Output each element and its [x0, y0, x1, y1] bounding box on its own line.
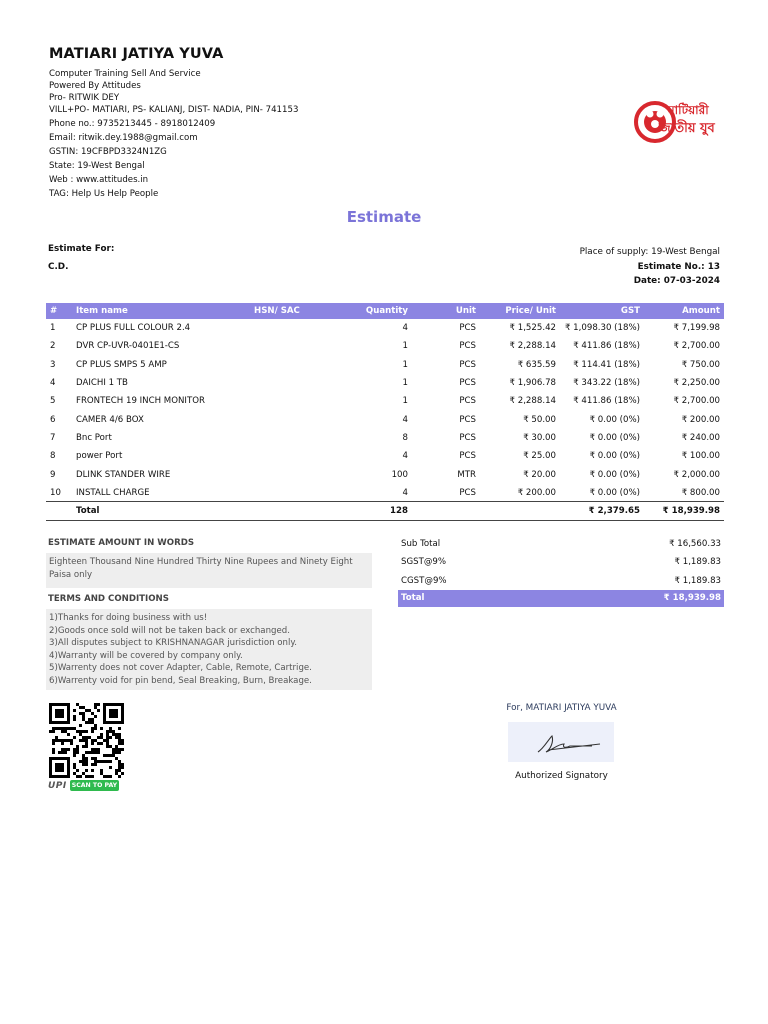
table-row [46, 356, 724, 374]
company-logo [633, 100, 729, 144]
item-amount: ₹ 7,199.98 [673, 323, 720, 334]
subtotal-row [398, 535, 724, 553]
item-amount: ₹ 2,250.00 [673, 378, 720, 389]
terms-line: 1)Thanks for doing business with us! [49, 613, 208, 623]
total-blank-hsn [250, 502, 320, 521]
company-details [49, 68, 298, 200]
total-gst: ₹ 2,379.65 [560, 502, 644, 521]
table-row [46, 465, 724, 483]
item-amount: ₹ 200.00 [681, 414, 720, 425]
company-phone: Phone no.: 9735213445 - 8918012409 [49, 119, 216, 129]
upi-payment [48, 780, 119, 791]
item-quantity: 100 [391, 469, 408, 480]
item-price: ₹ 50.00 [523, 414, 556, 425]
item-price: ₹ 20.00 [523, 469, 556, 480]
document-title: Estimate [346, 208, 422, 226]
cgst-row [398, 572, 724, 590]
item-amount: ₹ 100.00 [681, 451, 720, 462]
amount-in-words-label: ESTIMATE AMOUNT IN WORDS [48, 538, 195, 548]
terms-line: 2)Goods once sold will not be taken back or exchanged. [49, 625, 290, 636]
item-price: ₹ 200.00 [517, 487, 556, 498]
item-quantity: 8 [402, 432, 408, 443]
item-gst: ₹ 411.86 (18%) [573, 396, 640, 407]
items-table [46, 303, 724, 521]
estimate-date: Date: 07-03-2024 [633, 276, 720, 286]
terms-box [46, 609, 372, 690]
item-price: ₹ 2,288.14 [509, 396, 556, 407]
estimate-number: Estimate No.: 13 [637, 261, 720, 272]
item-index: 5 [50, 396, 56, 407]
total-blank [46, 502, 72, 521]
scan-to-pay-badge: SCAN TO PAY [71, 782, 118, 789]
table-row [46, 392, 724, 410]
cgst-value: ₹ 1,189.83 [674, 575, 721, 586]
item-quantity: 4 [402, 487, 408, 498]
grand-total-row [398, 590, 724, 607]
item-name: CP PLUS FULL COLOUR 2.4 [76, 323, 191, 334]
table-row [46, 410, 724, 428]
table-row [46, 337, 724, 355]
item-unit: PCS [459, 432, 476, 443]
item-unit: PCS [459, 487, 476, 498]
signature-image [508, 722, 614, 762]
item-gst: ₹ 0.00 (0%) [589, 414, 640, 425]
item-unit: PCS [459, 378, 476, 389]
item-gst: ₹ 411.86 (18%) [573, 341, 640, 352]
item-gst: ₹ 0.00 (0%) [589, 451, 640, 462]
item-index: 8 [50, 451, 56, 462]
grand-total-value: ₹ 18,939.98 [663, 593, 721, 604]
item-index: 10 [50, 487, 61, 498]
item-price: ₹ 1,525.42 [509, 323, 556, 334]
total-amount: ₹ 18,939.98 [644, 502, 724, 521]
item-hsn [250, 356, 320, 374]
item-hsn [250, 337, 320, 355]
logo-text-top: মাটিয়ারী [668, 103, 709, 117]
subtotal-label: Sub Total [401, 539, 441, 550]
item-hsn [250, 447, 320, 465]
item-gst: ₹ 0.00 (0%) [589, 432, 640, 443]
terms-line: 3)All disputes subject to KRISHNANAGAR jurisdiction only. [49, 638, 297, 649]
item-price: ₹ 635.59 [517, 359, 556, 370]
terms-label: TERMS AND CONDITIONS [48, 594, 169, 604]
item-price: ₹ 1,906.78 [509, 378, 556, 389]
sgst-value: ₹ 1,189.83 [674, 557, 721, 568]
item-hsn [250, 465, 320, 483]
item-gst: ₹ 0.00 (0%) [589, 487, 640, 498]
amount-summary [398, 535, 724, 607]
subtotal-value: ₹ 16,560.33 [669, 539, 721, 550]
item-hsn [250, 410, 320, 428]
header-hsn: HSN/ SAC [250, 303, 320, 319]
item-gst: ₹ 0.00 (0%) [589, 469, 640, 480]
estimate-meta [580, 245, 720, 289]
company-name: MATIARI JATIYA YUVA [49, 46, 224, 62]
table-header-row [46, 303, 724, 319]
item-name: DVR CP-UVR-0401E1-CS [76, 341, 180, 352]
company-tag: TAG: Help Us Help People [49, 189, 159, 199]
grand-total-label: Total [401, 593, 425, 604]
total-blank-unit [412, 502, 480, 521]
item-price: ₹ 2,288.14 [509, 341, 556, 352]
item-index: 9 [50, 469, 56, 480]
item-index: 6 [50, 414, 56, 425]
item-unit: PCS [459, 341, 476, 352]
item-quantity: 1 [402, 396, 408, 407]
item-amount: ₹ 2,000.00 [673, 469, 720, 480]
item-quantity: 1 [402, 359, 408, 370]
header-amount: Amount [644, 303, 724, 319]
item-name: FRONTECH 19 INCH MONITOR [76, 396, 205, 407]
table-row [46, 374, 724, 392]
terms-line: 5)Warrenty does not cover Adapter, Cable, Remote, Cartrige. [49, 663, 312, 674]
terms-line: 6)Warrenty void for pin bend, Seal Breaking, Burn, Breakage. [49, 675, 312, 686]
item-unit: PCS [459, 323, 476, 334]
item-unit: MTR [457, 469, 476, 480]
item-name: CP PLUS SMPS 5 AMP [76, 359, 167, 370]
item-amount: ₹ 750.00 [681, 359, 720, 370]
item-gst: ₹ 1,098.30 (18%) [564, 323, 640, 334]
item-unit: PCS [459, 451, 476, 462]
item-name: CAMER 4/6 BOX [76, 414, 144, 425]
place-of-supply: Place of supply: 19-West Bengal [579, 247, 720, 257]
company-state: State: 19-West Bengal [49, 161, 145, 171]
total-label: Total [72, 502, 250, 521]
estimate-for-label: Estimate For: [48, 244, 115, 254]
company-gstin: GSTIN: 19CFBPD3324N1ZG [49, 147, 167, 157]
company-tagline: Computer Training Sell And Service [49, 69, 201, 79]
item-unit: PCS [459, 414, 476, 425]
company-powered-by: Powered By Attitudes [49, 81, 141, 91]
header-unit: Unit [412, 303, 480, 319]
header-index: # [46, 303, 72, 319]
item-name: Bnc Port [76, 432, 112, 443]
item-name: power Port [76, 451, 123, 462]
upi-logo: UPI [48, 780, 67, 791]
item-name: INSTALL CHARGE [76, 487, 150, 498]
item-amount: ₹ 2,700.00 [673, 396, 720, 407]
item-hsn [250, 319, 320, 337]
item-name: DAICHI 1 TB [76, 378, 128, 389]
for-company: For, MATIARI JATIYA YUVA [506, 703, 617, 713]
terms-line: 4)Warranty will be covered by company only. [49, 650, 243, 661]
company-email: Email: ritwik.dey.1988@gmail.com [49, 133, 198, 143]
item-index: 4 [50, 378, 56, 389]
items-body [46, 319, 724, 502]
item-quantity: 4 [402, 414, 408, 425]
sgst-label: SGST@9% [401, 557, 447, 568]
table-total-row [46, 502, 724, 521]
item-amount: ₹ 800.00 [681, 487, 720, 498]
item-unit: PCS [459, 396, 476, 407]
header-price: Price/ Unit [480, 303, 560, 319]
total-blank-price [480, 502, 560, 521]
item-unit: PCS [459, 359, 476, 370]
company-web: Web : www.attitudes.in [49, 175, 149, 185]
item-price: ₹ 25.00 [523, 451, 556, 462]
cgst-label: CGST@9% [401, 575, 447, 586]
header-gst: GST [560, 303, 644, 319]
item-hsn [250, 392, 320, 410]
item-hsn [250, 484, 320, 502]
company-proprietor: Pro- RITWIK DEY [49, 93, 120, 103]
item-hsn [250, 429, 320, 447]
item-index: 1 [50, 323, 56, 334]
item-index: 7 [50, 432, 56, 443]
item-quantity: 4 [402, 451, 408, 462]
item-gst: ₹ 114.41 (18%) [573, 359, 640, 370]
item-price: ₹ 30.00 [523, 432, 556, 443]
total-quantity: 128 [320, 502, 412, 521]
item-quantity: 4 [402, 323, 408, 334]
item-index: 3 [50, 359, 56, 370]
table-row [46, 319, 724, 337]
table-row [46, 429, 724, 447]
qr-code [49, 703, 124, 778]
table-row [46, 447, 724, 465]
item-name: DLINK STANDER WIRE [76, 469, 171, 480]
item-amount: ₹ 2,700.00 [673, 341, 720, 352]
item-gst: ₹ 343.22 (18%) [573, 378, 640, 389]
sgst-row [398, 553, 724, 571]
customer-name: C.D. [48, 262, 69, 272]
item-quantity: 1 [402, 341, 408, 352]
amount-in-words: Eighteen Thousand Nine Hundred Thirty Nine Rupees and Ninety Eight Paisa only [46, 553, 372, 588]
authorized-signatory: Authorized Signatory [515, 771, 608, 781]
item-index: 2 [50, 341, 56, 352]
item-hsn [250, 374, 320, 392]
item-amount: ₹ 240.00 [681, 432, 720, 443]
header-quantity: Quantity [320, 303, 412, 319]
header-item-name: Item name [72, 303, 250, 319]
company-address: VILL+PO- MATIARI, PS- KALIANJ, DIST- NADIA, PIN- 741153 [49, 105, 299, 115]
logo-text-bottom: জাতীয় যুব [659, 121, 715, 136]
table-row [46, 484, 724, 502]
item-quantity: 1 [402, 378, 408, 389]
